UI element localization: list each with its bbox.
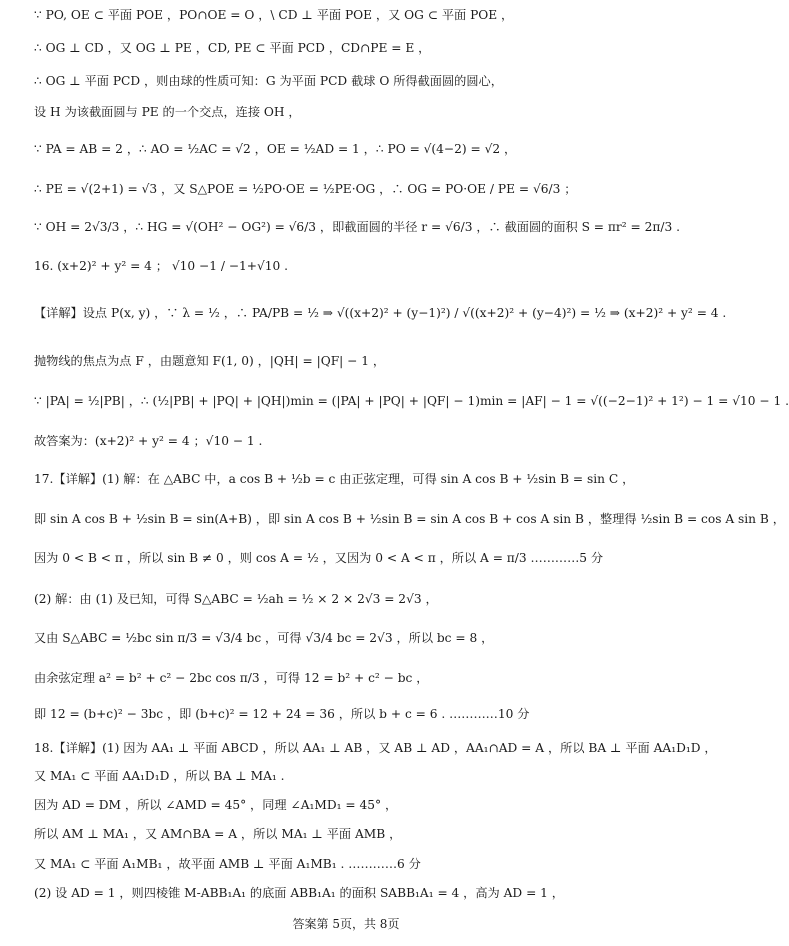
text-line: 又 MA₁ ⊂ 平面 AA₁D₁D ，所以 BA ⊥ MA₁ . (34, 769, 285, 783)
text-line: ∵ PA = AB = 2 ，∴ AO = ½AC = √2 ，OE = ½AD = 1 ，∴ PO = √(4−2) = √2 ， (34, 142, 517, 156)
text-line: 故答案为：(x+2)² + y² = 4 ；√10 − 1 . (34, 434, 263, 448)
question-17-heading: 17.【详解】(1) 解：在 △ABC 中，a cos B + ½b = c 由正弦定理，可得 sin A cos B + ½sin B = sin C ， (34, 472, 635, 486)
text-line: ∵ PO, OE ⊂ 平面 POE ，PO∩OE = O ，\ CD ⊥ 平面 POE ，又 OG ⊂ 平面 POE ， (34, 8, 514, 22)
text-line: (2) 设 AD = 1 ，则四棱锥 M-ABB₁A₁ 的底面 ABB₁A₁ 的面积 SABB₁A₁ = 4 ，高为 AD = 1 ， (34, 886, 564, 900)
text-line: ∴ OG ⊥ CD ，又 OG ⊥ PE ，CD, PE ⊂ 平面 PCD ，CD∩PE = E ， (34, 41, 431, 55)
page-footer: 答案第 5页，共 8页 (292, 917, 400, 931)
text-line: 所以 AM ⊥ MA₁ ，又 AM∩BA = A ，所以 MA₁ ⊥ 平面 AMB ， (34, 827, 402, 841)
text-line: 又 MA₁ ⊂ 平面 A₁MB₁ ，故平面 AMB ⊥ 平面 A₁MB₁ . …………6 分 (34, 857, 421, 871)
text-line: ∴ PE = √(2+1) = √3 ，又 S△POE = ½PO·OE = ½PE·OG ，∴ OG = PO·OE / PE = √6/3 ； (34, 182, 577, 196)
text-line: 设 H 为该截面圆与 PE 的一个交点，连接 OH ， (34, 105, 301, 119)
text-line: 即 sin A cos B + ½sin B = sin(A+B) ，即 sin A cos B + ½sin B = sin A cos B + cos A sin B ，整理得 ½sin B = cos A sin B ， (34, 512, 785, 526)
text-line: ∵ |PA| = ½|PB| ，∴ (½|PB| + |PQ| + |QH|)min = (|PA| + |PQ| + |QF| − 1)min = |AF| − 1 = √((−2−1)² + 1²) − 1 = √10 − 1 . (34, 394, 789, 408)
text-line: 【详解】设点 P(x, y) ，∵ λ = ½ ，∴ PA/PB = ½ ⇒ √((x+2)² + (y−1)²) / √((x+2)² + (y−4)²) = ½ ⇒ (x+2)² + y² = 4 . (34, 306, 727, 320)
text-line: 又由 S△ABC = ½bc sin π/3 = √3/4 bc ，可得 √3/4 bc = 2√3 ，所以 bc = 8 ， (34, 631, 494, 645)
question-18-heading: 18.【详解】(1) 因为 AA₁ ⊥ 平面 ABCD ，所以 AA₁ ⊥ AB ，又 AB ⊥ AD ，AA₁∩AD = A ，所以 BA ⊥ 平面 AA₁D₁D ， (34, 741, 717, 755)
text-line: 因为 0 < B < π ，所以 sin B ≠ 0 ，则 cos A = ½ ，又因为 0 < A < π ，所以 A = π/3 …………5 分 (34, 551, 604, 565)
text-line: 因为 AD = DM ，所以 ∠AMD = 45° ，同理 ∠A₁MD₁ = 45° ， (34, 798, 398, 812)
text-line: 抛物线的焦点为点 F ，由题意知 F(1, 0) ，|QH| = |QF| − 1 ， (34, 354, 386, 368)
text-line: 即 12 = (b+c)² − 3bc ，即 (b+c)² = 12 + 24 = 36 ，所以 b + c = 6 . …………10 分 (34, 707, 530, 721)
text-line: ∵ OH = 2√3/3 ，∴ HG = √(OH² − OG²) = √6/3 ，即截面圆的半径 r = √6/3 ，∴ 截面圆的面积 S = πr² = 2π/3 . (34, 220, 680, 234)
text-line: 由余弦定理 a² = b² + c² − 2bc cos π/3 ，可得 12 = b² + c² − bc ， (34, 671, 429, 685)
question-16-answer: 16. (x+2)² + y² = 4 ； √10 −1 / −1+√10 . (34, 259, 289, 273)
text-line: ∴ OG ⊥ 平面 PCD ，则由球的性质可知：G 为平面 PCD 截球 O 所得截面圆的圆心， (34, 74, 503, 88)
text-line: (2) 解：由 (1) 及已知，可得 S△ABC = ½ah = ½ × 2 × 2√3 = 2√3 ， (34, 592, 438, 606)
